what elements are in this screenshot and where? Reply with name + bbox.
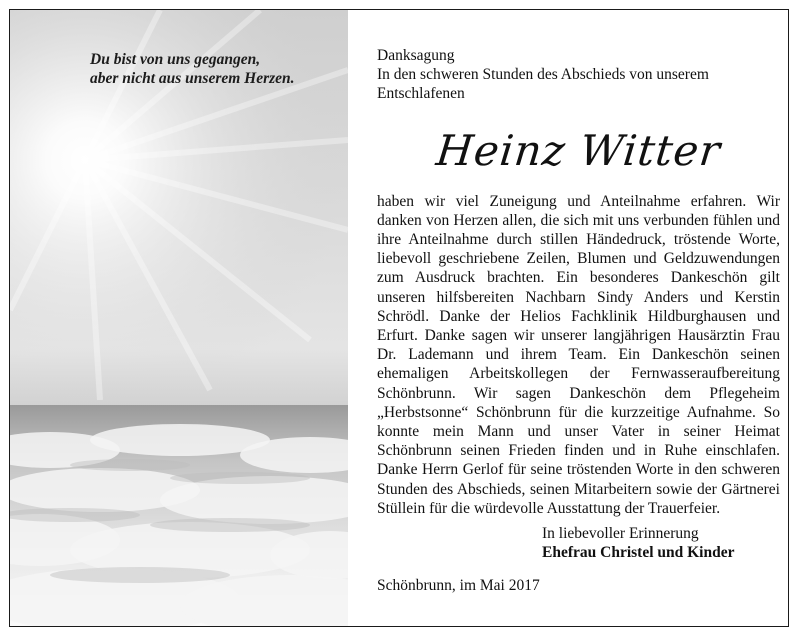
deceased-name: Heinz Witter [433,125,724,175]
closing-line: In liebevoller Erinnerung [542,525,699,543]
notice-heading: Danksagung [377,47,455,64]
quote-line-2: aber nicht aus unserem Herzen. [90,70,295,87]
notice-intro: In den schweren Stunden des Abschieds von unserem Entschlafenen [377,66,709,103]
sun-rays-illustration [10,10,348,626]
notice-body: haben wir viel Zuneigung und Anteilnahme erfahren. Wir danken von Herzen allen, die sich mit uns verbunden fühlen und ihre Anteilnahme durch stillen Händedruck, tröstende Worte, liebevoll geschriebene Zeilen, Blumen und Geldzuwendungen zum Ausdruck brachten. Ein besonderes Dankeschön gilt unseren hilfsbereiten Nachbarn Sindy Anders und Kerstin Schrödl. Danke der Helios Fachklinik Hildburghausen und Erfurt. Danke sagen wir unserer langjährigen Hausärztin Frau Dr. Lademann und ihrem Team. Ein Dankeschön seinen ehemaligen Arbeitskollegen der Fernwasseraufbereitung Schönbrunn. Wir sagen Dankeschön dem Pflegeheim „Herbstsonne“ Schönbrunn für die kurzzeitige Aufnahme. So konnte mein Mann und unser Vater in seiner Heimat Schönbrunn seinen Frieden finden und in Ruhe einschlafen. Danke Herrn Gerlof für seine tröstenden Worte in den schweren Stunden des Abschieds, seinen Mitarbeitern sowie der Gärtnerei Stüllein für die würdevolle Ausstattung der Trauerfeier. [377,192,780,517]
memorial-quote [90,50,340,88]
sky-clouds-image [10,10,348,626]
place-date: Schönbrunn, im Mai 2017 [377,577,540,595]
closing-block [542,524,780,562]
signature: Ehefrau Christel und Kinder [542,544,735,562]
quote-line-1: Du bist von uns gegangen, [90,51,261,68]
obituary-card [9,9,789,627]
thank-you-text [377,46,780,596]
